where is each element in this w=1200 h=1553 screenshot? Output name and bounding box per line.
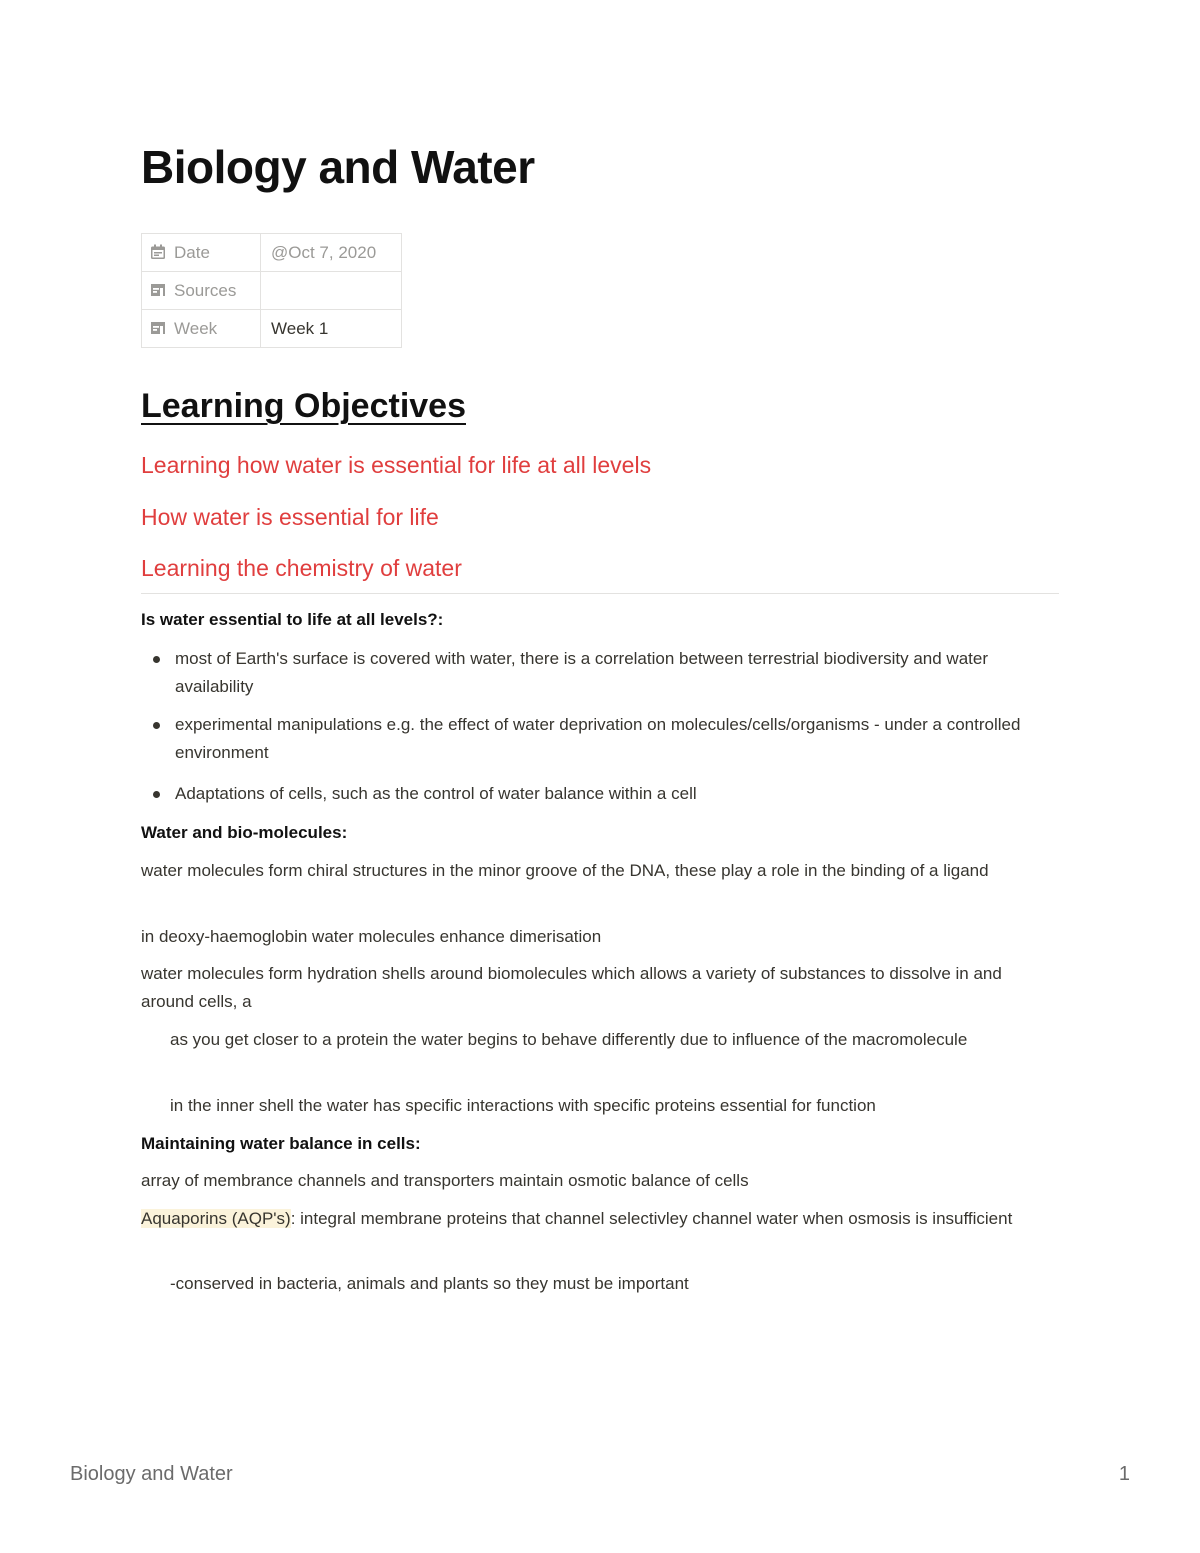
paragraph: in deoxy-haemoglobin water molecules enhance dimerisation (141, 927, 602, 946)
bullet-dot (153, 791, 160, 798)
list-item-text: most of Earth's surface is covered with water, there is a correlation between terrestrial biodiversity and water availability (175, 649, 988, 696)
list-item-text: Adaptations of cells, such as the control of water balance within a cell (175, 784, 697, 803)
paragraph: water molecules form hydration shells around biomolecules which allows a variety of substances to dissolve in and around cells, a (141, 964, 1002, 1011)
list-item-text: experimental manipulations e.g. the effect of water deprivation on molecules/cells/organisms - under a controlled environment (175, 715, 1021, 762)
list-item (141, 645, 1059, 701)
subheading: Is water essential to life at all levels?: (141, 610, 444, 629)
property-value-sources[interactable] (261, 272, 402, 310)
paragraph: water molecules form chiral structures in the minor groove of the DNA, these play a role in the binding of a ligand (141, 861, 989, 880)
property-row-date (142, 234, 402, 272)
text-property-icon (150, 320, 166, 336)
divider (141, 593, 1059, 594)
subheading: Maintaining water balance in cells: (141, 1134, 421, 1153)
indented-paragraph: as you get closer to a protein the water begins to behave differently due to influence of the macromolecule (170, 1030, 968, 1049)
properties-table (141, 233, 402, 348)
indented-paragraph: -conserved in bacteria, animals and plants so they must be important (170, 1274, 689, 1293)
objective-heading: Learning how water is essential for life at all levels (141, 452, 652, 478)
section-heading: Learning Objectives (141, 387, 466, 425)
calendar-icon (150, 244, 166, 260)
list-item (141, 780, 1059, 808)
list-item (141, 711, 1059, 767)
property-name-cell (142, 272, 261, 310)
bullet-list (141, 645, 1059, 808)
objective-heading: Learning the chemistry of water (141, 555, 462, 581)
highlighted-term: Aquaporins (AQP's) (141, 1209, 291, 1228)
property-value-week[interactable]: Week 1 (261, 310, 402, 348)
property-name: Week (174, 318, 218, 338)
footer-title: Biology and Water (70, 1463, 233, 1485)
property-name: Date (174, 242, 210, 262)
page-title: Biology and Water (141, 141, 535, 193)
bullet-dot (153, 656, 160, 663)
bullet-dot (153, 722, 160, 729)
text-property-icon (150, 282, 166, 298)
indented-paragraph: in the inner shell the water has specific interactions with specific proteins essential for function (170, 1096, 876, 1115)
paragraph: array of membrance channels and transporters maintain osmotic balance of cells (141, 1171, 749, 1190)
property-name-cell (142, 310, 261, 348)
paragraph-text: : integral membrane proteins that channel selectivley channel water when osmosis is insufficient (290, 1209, 1013, 1228)
property-name: Sources (174, 280, 237, 300)
objective-heading: How water is essential for life (141, 504, 439, 530)
property-row-week (142, 310, 402, 348)
page-number: 1 (1118, 1463, 1130, 1485)
property-name-cell (142, 234, 261, 272)
paragraph (141, 1205, 1059, 1233)
property-row-sources (142, 272, 402, 310)
subheading: Water and bio-molecules: (141, 823, 348, 842)
property-value-date[interactable]: @Oct 7, 2020 (261, 234, 402, 272)
